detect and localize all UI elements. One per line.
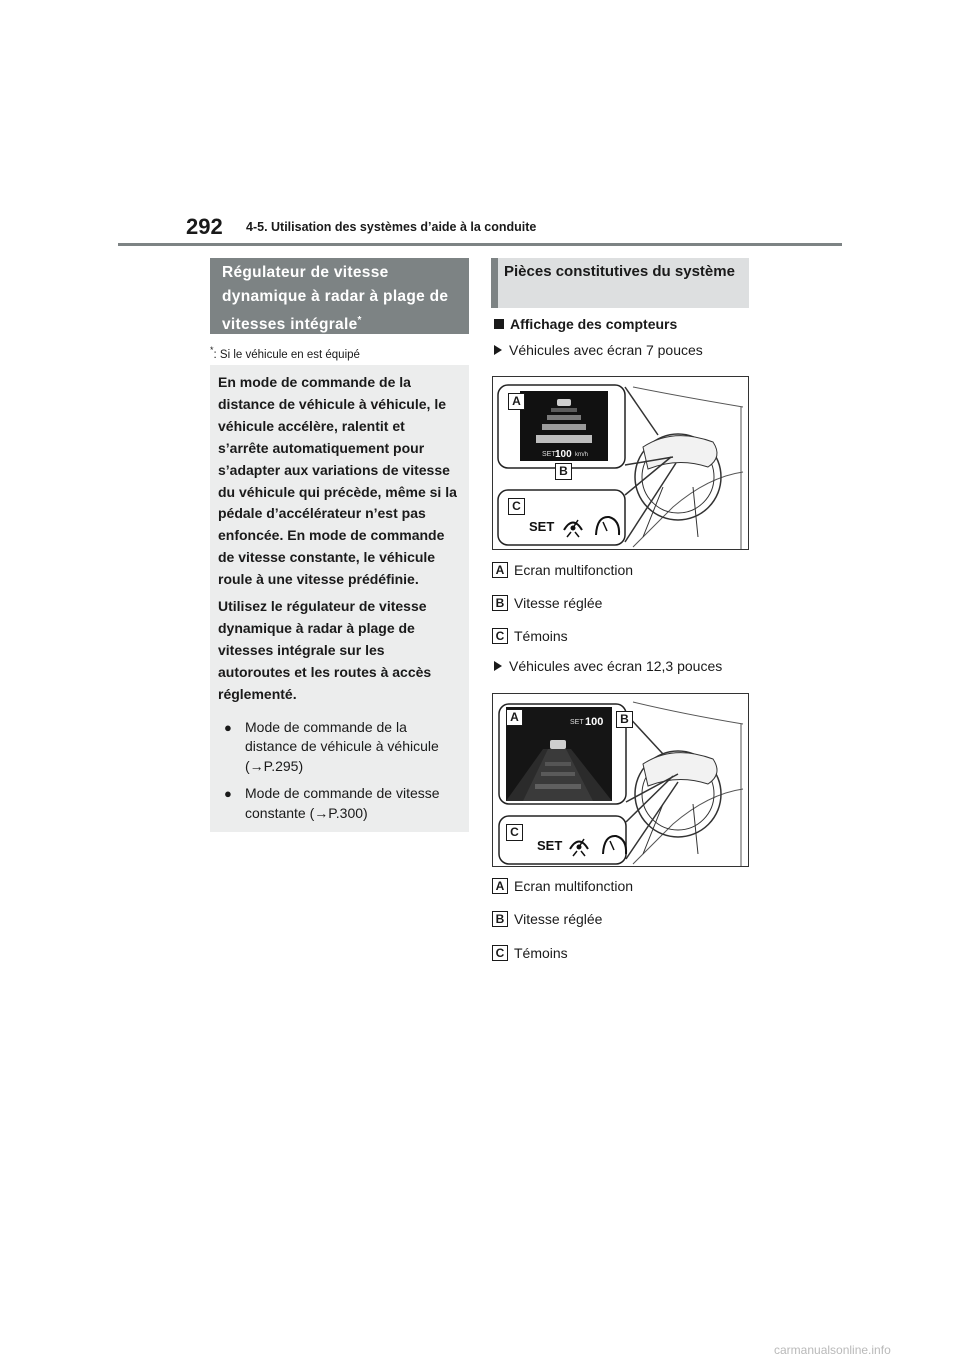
legend-item — [492, 562, 633, 578]
variant-12-inch-text: Véhicules avec écran 12,3 pouces — [509, 658, 723, 674]
title-asterisk: * — [357, 315, 362, 326]
legend-text: Témoins — [514, 945, 568, 961]
fig1-set-label: SET — [542, 451, 556, 458]
variant-7-inch — [494, 342, 703, 358]
mode-list — [218, 718, 457, 824]
legend-label: C — [492, 945, 508, 961]
variant-12-inch — [494, 658, 722, 674]
legend-item — [492, 945, 568, 961]
section-heading: 4-5. Utilisation des systèmes d’aide à la conduite — [246, 220, 537, 234]
summary-paragraph-2: Utilisez le régulateur de vitesse dynamique à radar à plage de vitesses intégrale sur les autoroutes et les routes à accès réglementé. — [218, 598, 432, 702]
summary-box — [210, 365, 469, 832]
legend-label: A — [492, 562, 508, 578]
legend-label: A — [492, 878, 508, 894]
legend-item — [492, 911, 602, 927]
meter-display-heading-text: Affichage des compteurs — [510, 316, 678, 332]
fig1-speed-unit: km/h — [575, 452, 589, 458]
callout-a: A — [506, 709, 523, 726]
square-bullet-icon — [494, 319, 504, 329]
footnote-asterisk: * — [210, 345, 214, 355]
callout-b: B — [616, 711, 633, 728]
figure-7-inch-illustration — [493, 377, 749, 550]
summary-paragraph-1: En mode de commande de la distance de véhicule à véhicule, le véhicule accélère, ralentit et s’arrête automatiquement pour s’adapter aux variations de vitesse du véhicule qui précède, même si la pédale d’accélérateur n’est pas enfoncée. En mode de commande de vitesse constante, le véhicule roule à une vitesse prédéfinie. — [218, 374, 457, 588]
legend-label: B — [492, 911, 508, 927]
fig1-set-indicator: SET — [529, 519, 555, 534]
feature-title-block — [210, 258, 469, 334]
callout-b: B — [555, 463, 572, 480]
legend-text: Ecran multifonction — [514, 878, 634, 894]
figure-12-inch-display — [492, 693, 749, 867]
fig2-set-label: SET — [570, 719, 584, 726]
legend-label: B — [492, 595, 508, 611]
mode-list-item: ● Mode de commande de vitesse constante (→P.300) — [218, 784, 457, 823]
triangle-bullet-icon — [494, 661, 502, 671]
feature-title: Régulateur de vitesse dynamique à radar à plage de vitesses intégrale — [222, 264, 449, 334]
callout-a: A — [508, 393, 525, 410]
legend-item — [492, 628, 568, 644]
triangle-bullet-icon — [494, 345, 502, 355]
legend-text: Ecran multifonction — [514, 562, 634, 578]
figure-7-inch-display — [492, 376, 749, 550]
fig2-set-speed: 100 — [585, 716, 604, 728]
watermark: carmanualsonline.info — [774, 1343, 891, 1357]
footnote-text: : Si le véhicule en est équipé — [213, 348, 360, 361]
legend-item — [492, 595, 602, 611]
equipment-footnote — [210, 345, 360, 361]
legend-item — [492, 878, 633, 894]
mode-list-item: ● Mode de commande de la distance de véhicule à véhicule (→P.295) — [218, 718, 457, 777]
legend-text: Vitesse réglée — [514, 911, 603, 927]
components-title: Pièces constitutives du système — [491, 258, 749, 308]
legend-label: C — [492, 628, 508, 644]
callout-c: C — [506, 824, 523, 841]
callout-c: C — [508, 498, 525, 515]
legend-text: Vitesse réglée — [514, 595, 603, 611]
variant-7-inch-text: Véhicules avec écran 7 pouces — [509, 342, 703, 358]
page-number: 292 — [186, 214, 223, 239]
fig1-set-speed: 100 — [555, 449, 572, 460]
header-rule — [118, 243, 842, 246]
legend-text: Témoins — [514, 628, 568, 644]
meter-display-heading — [494, 316, 677, 332]
fig2-set-indicator: SET — [537, 838, 563, 853]
